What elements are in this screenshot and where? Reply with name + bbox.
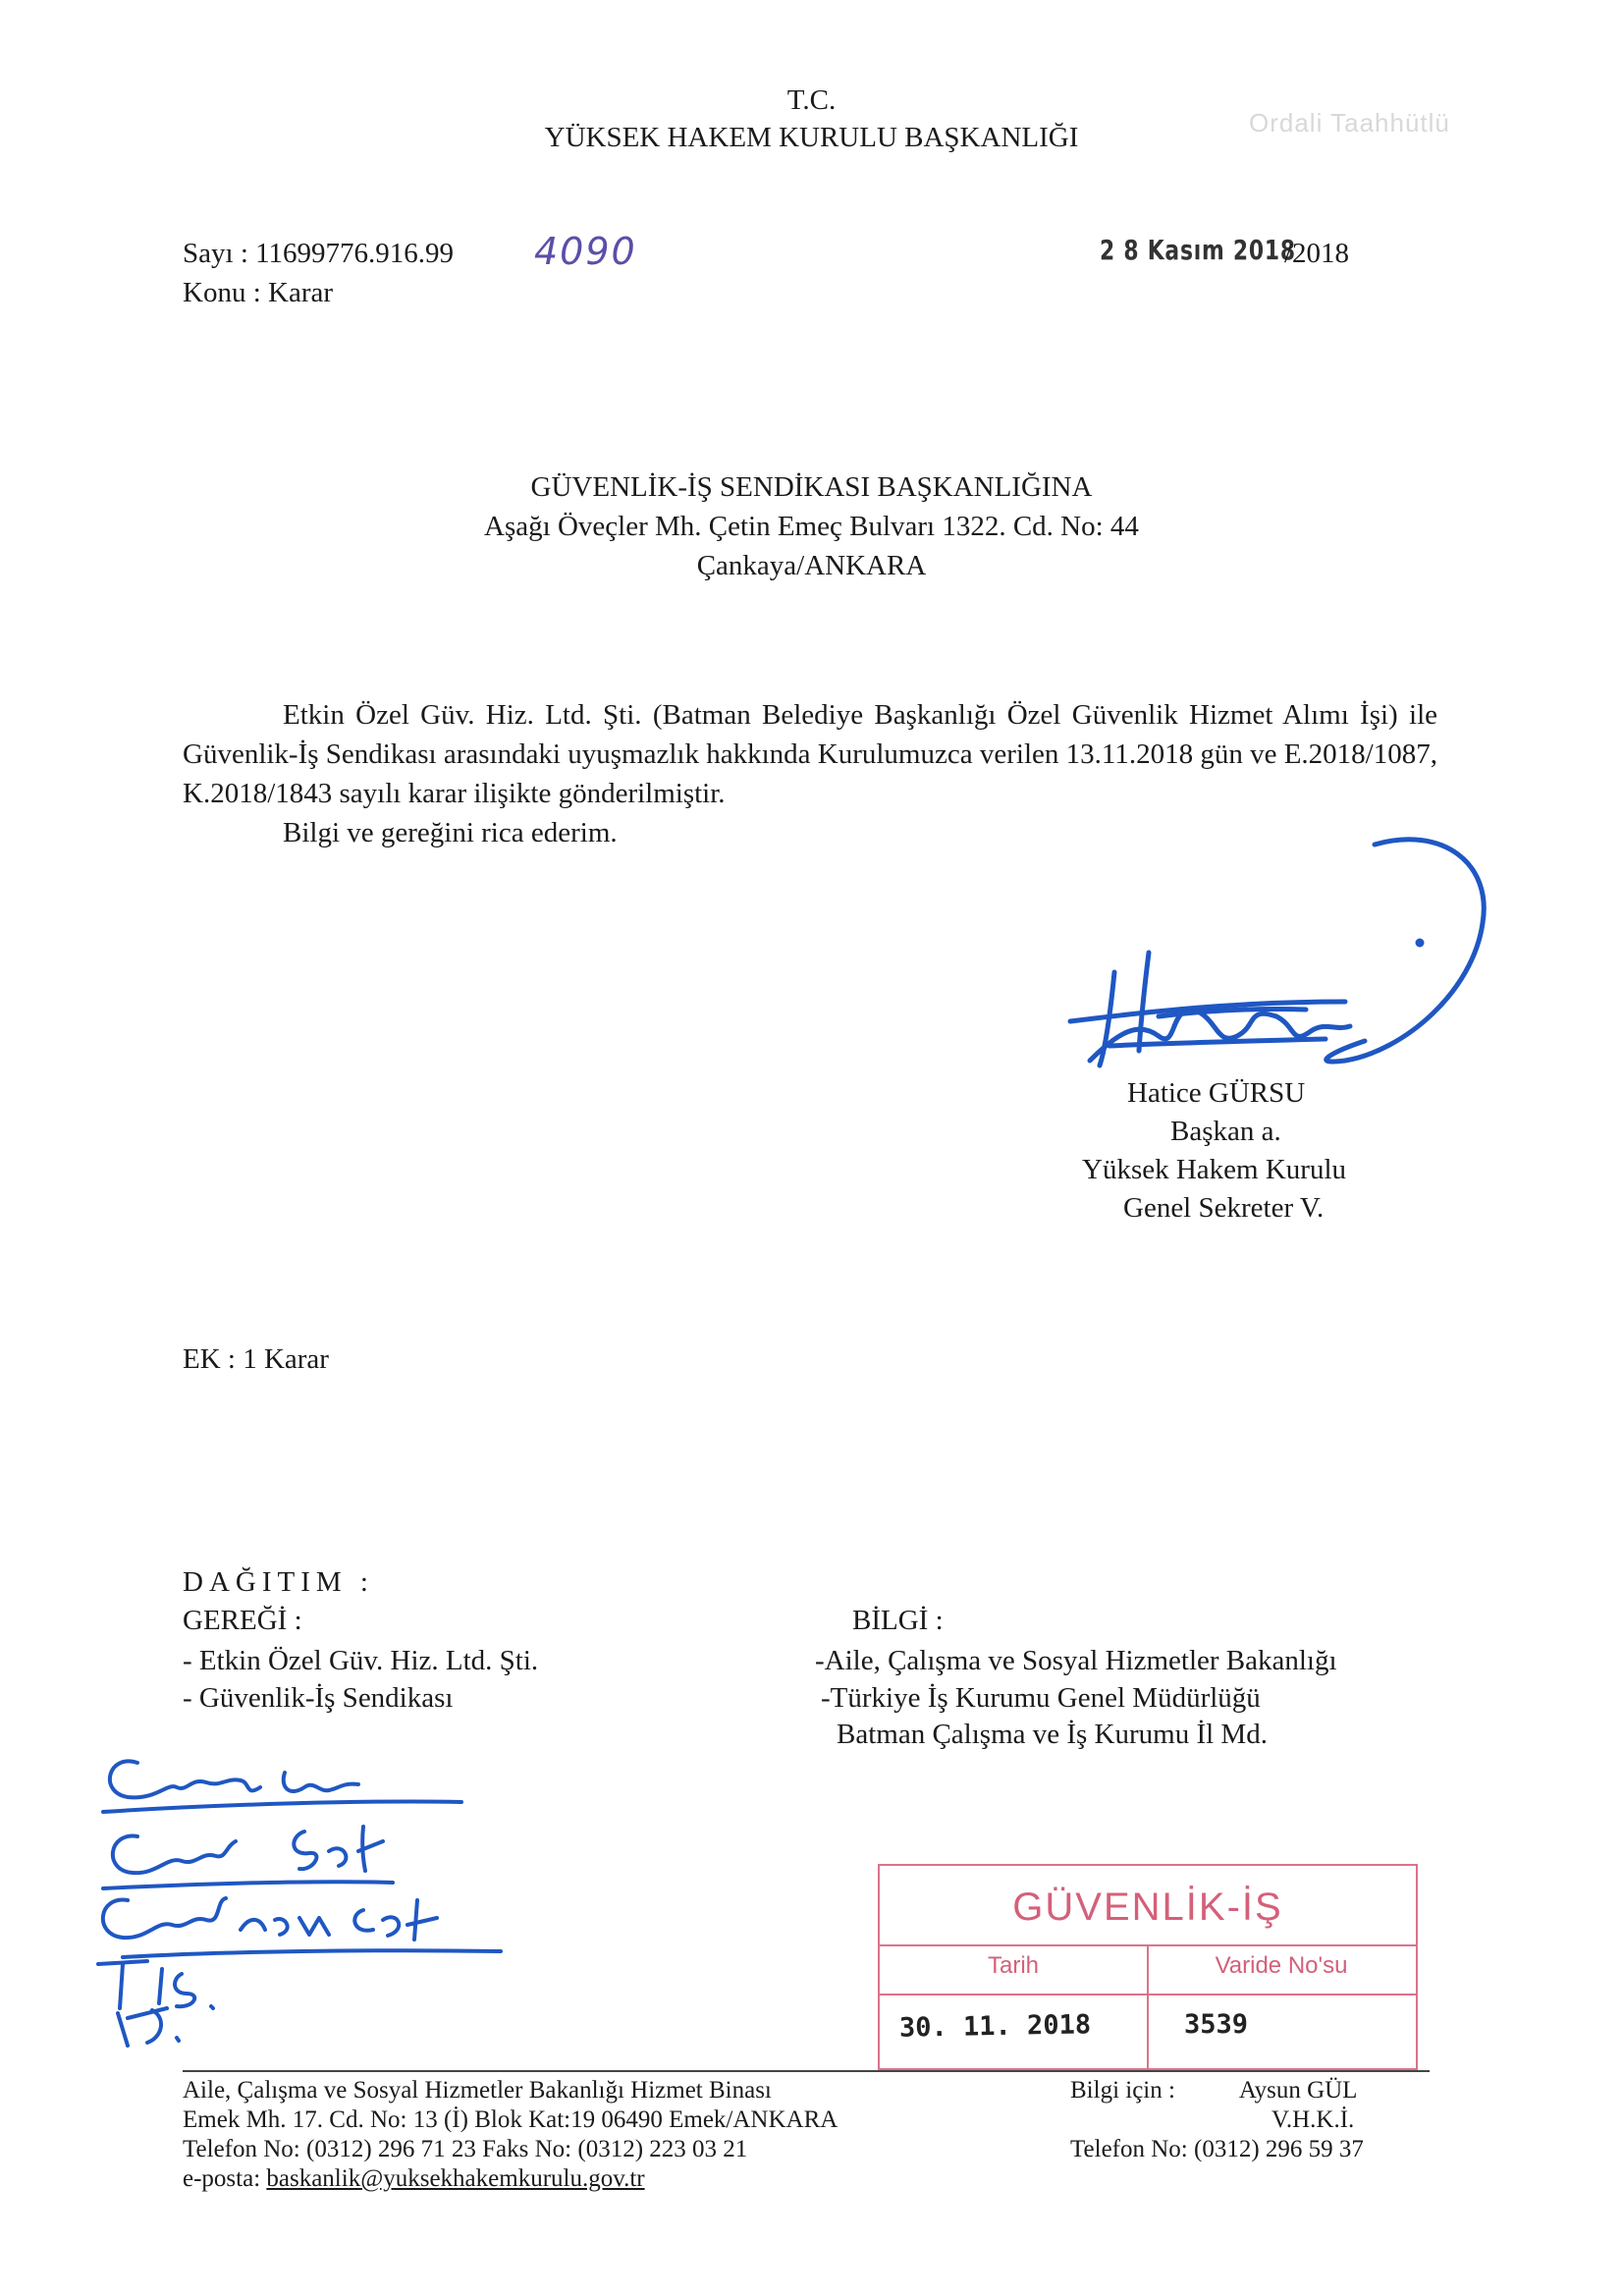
stamp-date-label: Tarih: [987, 1952, 1040, 1979]
footer-contact-label: Bilgi için :: [1070, 2077, 1175, 2104]
body-paragraph: Etkin Özel Güv. Hiz. Ltd. Şti. (Batman Belediye Başkanlığı Özel Güvenlik Hizmet Alımı İşi) ile Güvenlik-İş Sendikası arasındaki uyuşmazlık hakkında Kurulumuzca verilen 13.11.2018 gün ve E.2018/1087, K.2018/1843 sayılı karar ilişikte gönderilmiştir.: [183, 699, 1437, 809]
handwritten-notes: [79, 1743, 589, 2048]
date-year: /2018: [1284, 238, 1350, 269]
action-label: GEREĞİ :: [183, 1605, 302, 1636]
footer-contact-row: [1070, 2076, 1364, 2105]
attachment-line: EK : 1 Karar: [183, 1343, 329, 1375]
info-item: Batman Çalışma ve İş Kurumu İl Md.: [837, 1719, 1268, 1750]
stamp-title: GÜVENLİK-İŞ: [1012, 1886, 1283, 1929]
action-item: - Etkin Özel Güv. Hiz. Ltd. Şti.: [183, 1645, 539, 1676]
header-tc: T.C.: [786, 84, 837, 116]
recipient-city: Çankaya/ANKARA: [696, 550, 927, 581]
reference-label: Sayı: [183, 238, 234, 269]
footer-email-link[interactable]: baskanlik@yuksekhakemkurulu.gov.tr: [266, 2165, 645, 2192]
footer-contact-phone: Telefon No: (0312) 296 59 37: [1070, 2136, 1364, 2162]
stamp-date-value: 30. 11. 2018: [898, 2009, 1092, 2044]
footer-phone-fax: Telefon No: (0312) 296 71 23 Faks No: (0312) 223 03 21: [183, 2136, 748, 2162]
info-label: BİLGİ :: [852, 1605, 944, 1636]
date-stamp: 2 8 Kasım 2018: [1100, 234, 1296, 266]
footer-address-block: [183, 2076, 838, 2194]
signer-title-3: Genel Sekreter V.: [1123, 1192, 1325, 1224]
stamp-number-value: 3539: [1184, 2009, 1249, 2040]
signature-image: [1051, 825, 1502, 1090]
signer-block: [1080, 1074, 1375, 1228]
header-organization: YÜKSEK HAKEM KURULU BAŞKANLIĞI: [544, 122, 1079, 153]
footer-address-1: Aile, Çalışma ve Sosyal Hizmetler Bakanlığı Hizmet Binası: [183, 2077, 772, 2104]
info-item: -Aile, Çalışma ve Sosyal Hizmetler Bakanlığı: [815, 1645, 1337, 1676]
footer-contact-name: Aysun GÜL: [1238, 2077, 1358, 2104]
reference-number: [183, 238, 454, 270]
footer-contact-title: V.H.K.İ.: [1271, 2106, 1355, 2133]
signer-title-1: Başkan a.: [1170, 1116, 1281, 1147]
footer-divider: [183, 2070, 1430, 2072]
recipient-address: Aşağı Öveçler Mh. Çetin Emeç Bulvarı 1322. Cd. No: 44: [484, 511, 1139, 542]
action-item: - Güvenlik-İş Sendikası: [183, 1682, 454, 1714]
faded-stamp-text: Ordali Taahhütlü: [1249, 108, 1450, 137]
signer-name: Hatice GÜRSU: [1127, 1077, 1306, 1109]
footer-contact-block: [1070, 2076, 1364, 2164]
stamp-number-label: Varide No'su: [1215, 1952, 1348, 1979]
footer-email-row: [183, 2164, 838, 2194]
signer-title-2: Yüksek Hakem Kurulu: [1082, 1154, 1347, 1185]
subject-line: Konu : Karar: [183, 277, 334, 308]
reference-value: : 11699776.916.99: [240, 238, 455, 269]
incoming-stamp: [878, 1864, 1418, 2070]
distribution-heading: DAĞITIM :: [183, 1566, 374, 1598]
body-closing: Bilgi ve gereğini rica ederim.: [283, 817, 618, 848]
handwritten-reference: 4090: [534, 230, 637, 273]
footer-email-label: e-posta:: [183, 2165, 261, 2192]
recipient-block: [0, 467, 1623, 585]
recipient-name: GÜVENLİK-İŞ SENDİKASI BAŞKANLIĞINA: [530, 471, 1093, 503]
info-item: -Türkiye İş Kurumu Genel Müdürlüğü: [821, 1682, 1261, 1714]
footer-address-2: Emek Mh. 17. Cd. No: 13 (İ) Blok Kat:19 06490 Emek/ANKARA: [183, 2106, 839, 2133]
